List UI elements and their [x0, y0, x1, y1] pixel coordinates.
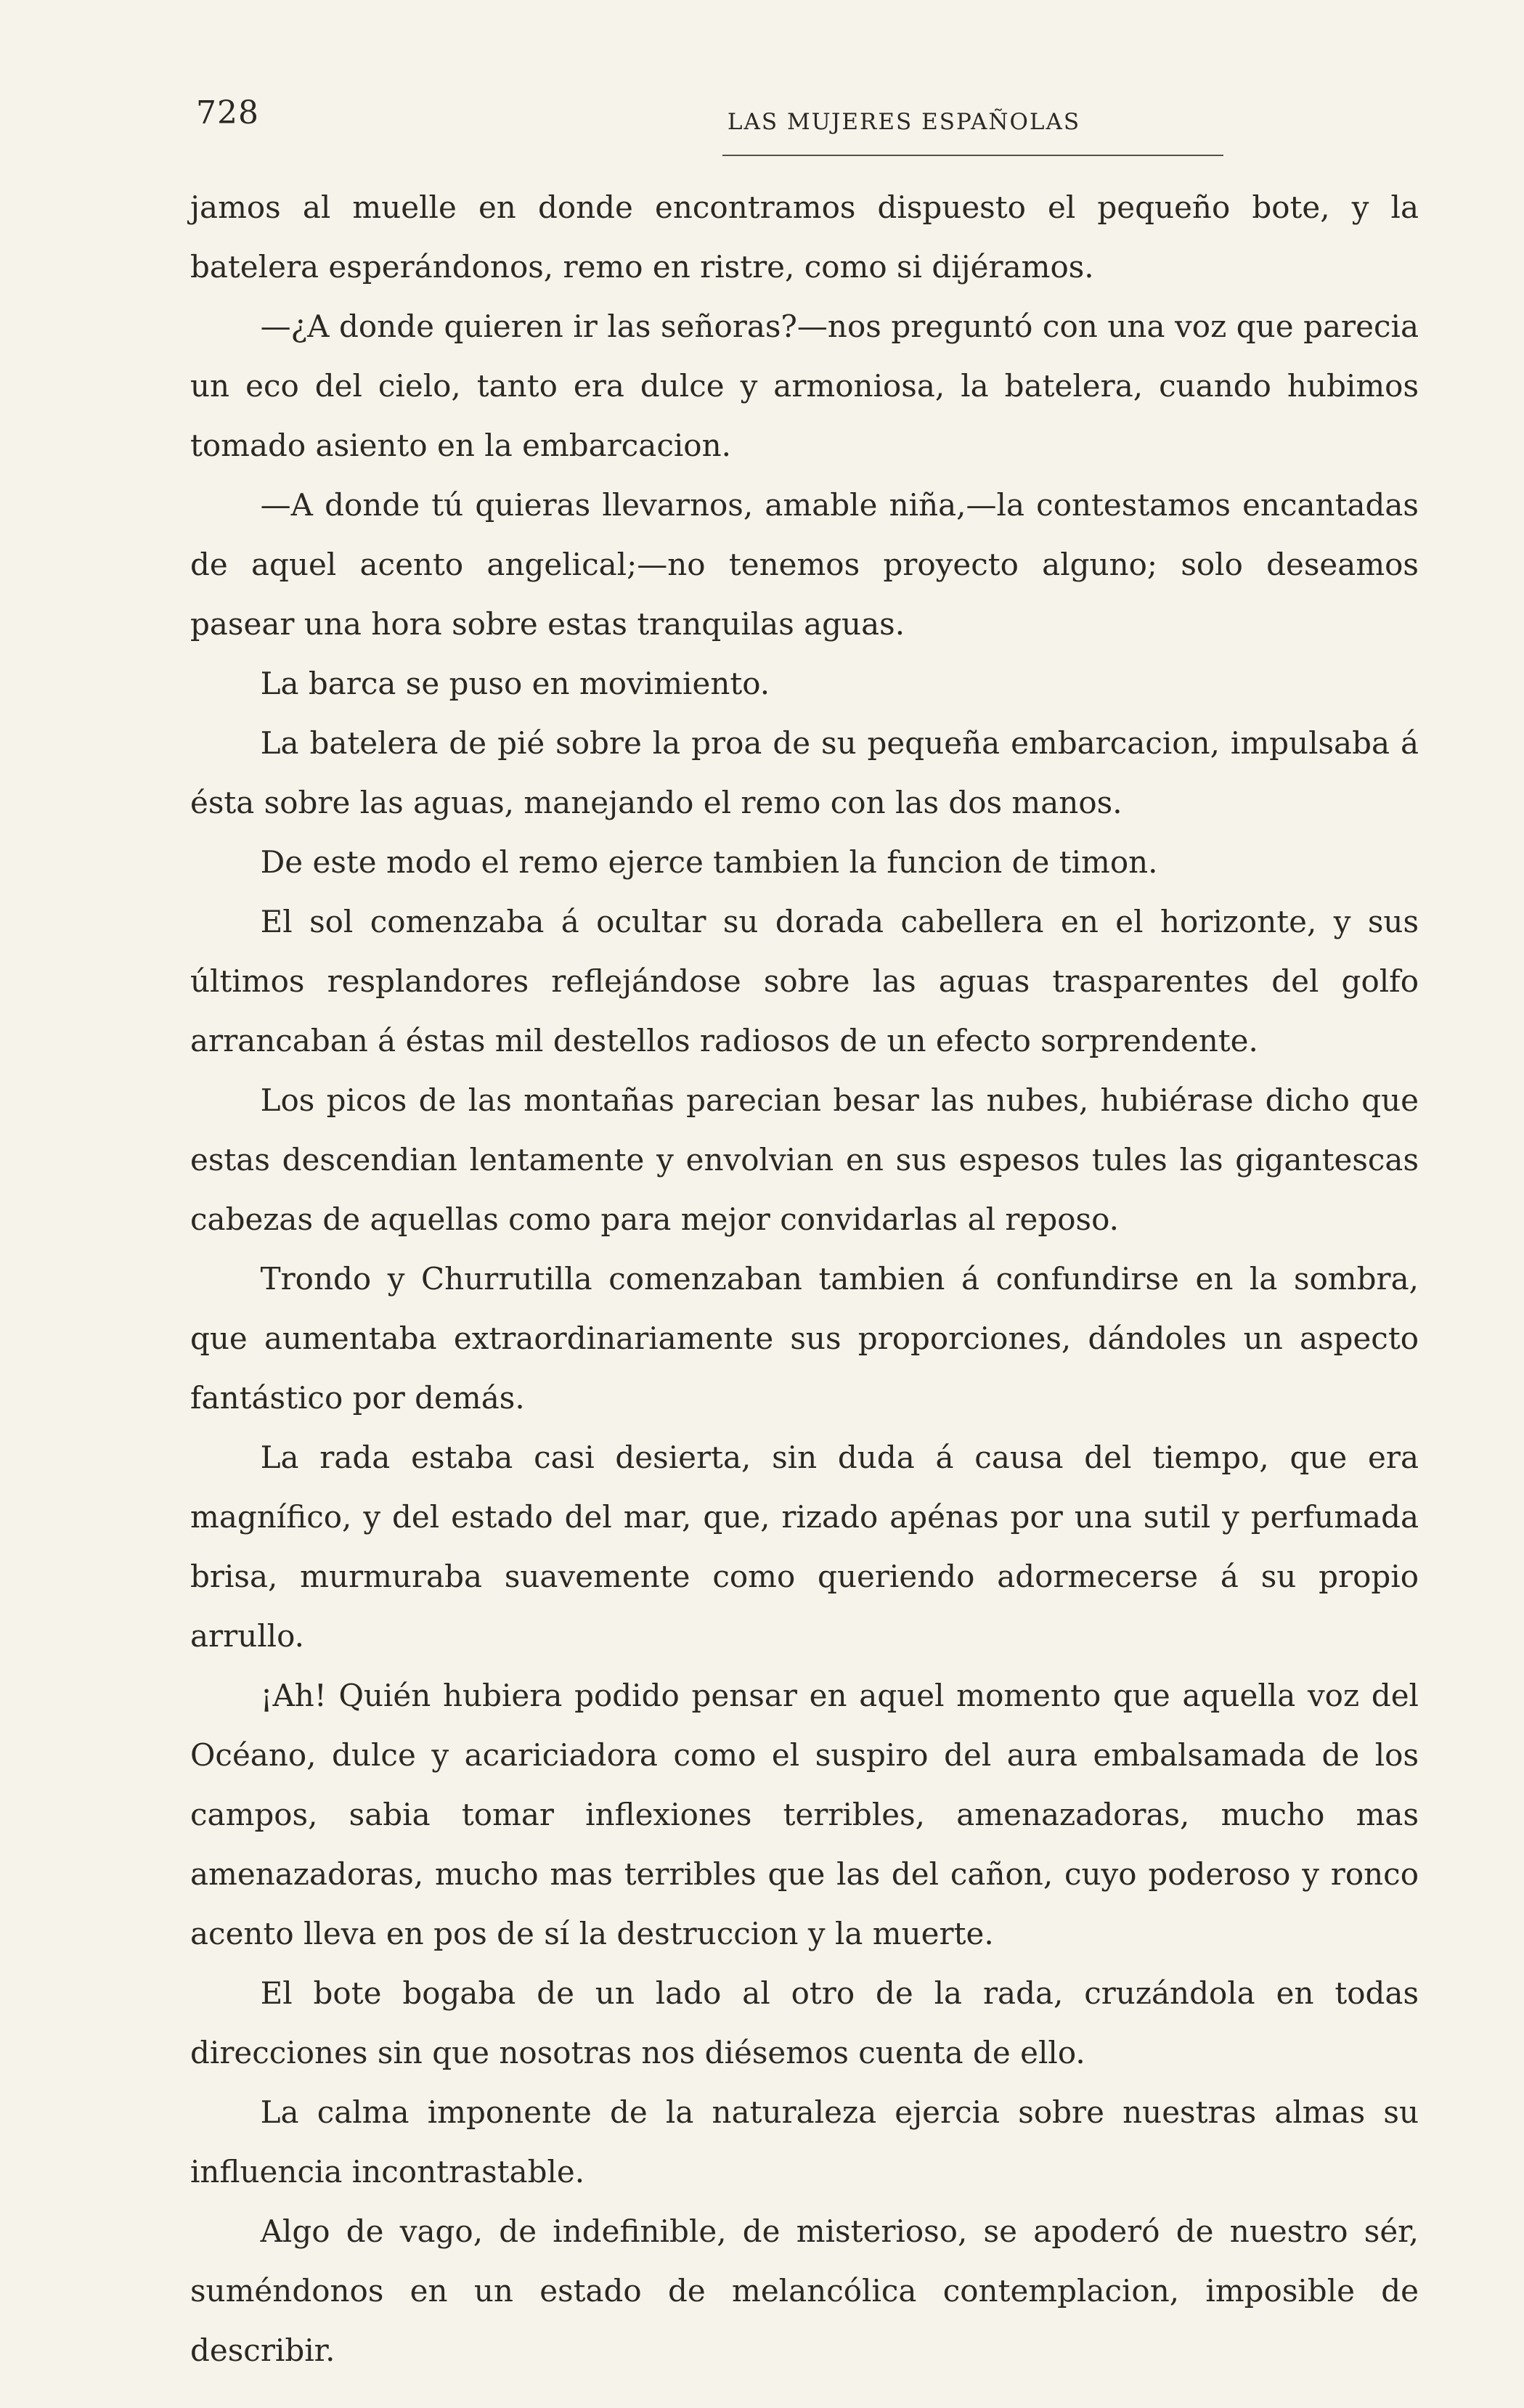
text-body — [190, 178, 1419, 2380]
paragraph: El sol comenzaba á ocultar su dorada cabellera en el horizonte, y sus últimos resplandores reflejándose sobre las aguas trasparentes del golfo arrancaban á éstas mil destellos radiosos de un efecto sorprendente. — [190, 904, 1419, 1058]
paragraph: De este modo el remo ejerce tambien la funcion de timon. — [260, 844, 1158, 880]
paragraph: La barca se puso en movimiento. — [260, 666, 770, 701]
running-title: LAS MUJERES ESPAÑOLAS — [727, 109, 1081, 135]
paragraph: La calma imponente de la naturaleza ejercia sobre nuestras almas su influencia incontrastable. — [190, 2094, 1419, 2189]
paragraph: La batelera de pié sobre la proa de su pequeña embarcacion, impulsaba á ésta sobre las aguas, manejando el remo con las dos manos. — [190, 725, 1419, 820]
header-rule — [722, 155, 1223, 156]
paragraph: —A donde tú quieras llevarnos, amable niña,—la contestamos encantadas de aquel acento angelical;—no tenemos proyecto alguno; solo deseamos pasear una hora sobre estas tranquilas aguas. — [190, 487, 1419, 642]
paragraph: ¡Ah! Quién hubiera podido pensar en aquel momento que aquella voz del Océano, dulce y acariciadora como el suspiro del aura embalsamada de los campos, sabia tomar inflexiones terribles, amenazadoras, mucho mas amenazadoras, mucho mas terribles que las del cañon, cuyo poderoso y ronco acento lleva en pos de sí la destruccion y la muerte. — [190, 1678, 1419, 1951]
paragraph: jamos al muelle en donde encontramos dispuesto el pequeño bote, y la batelera esperándonos, remo en ristre, como si dijéramos. — [190, 189, 1419, 285]
paragraph: —¿A donde quieren ir las señoras?—nos preguntó con una voz que parecia un eco del cielo, tanto era dulce y armoniosa, la batelera, cuando hubimos tomado asiento en la embarcacion. — [190, 309, 1419, 463]
paragraph: Los picos de las montañas parecian besar las nubes, hubiérase dicho que estas descendian lentamente y envolvian en sus espesos tules las gigantescas cabezas de aquellas como para mejor convidarlas al reposo. — [190, 1082, 1419, 1237]
paragraph: La rada estaba casi desierta, sin duda á causa del tiempo, que era magnífico, y del estado del mar, que, rizado apénas por una sutil y perfumada brisa, murmuraba suavemente como queriendo adormecerse á su propio arrullo. — [190, 1440, 1419, 1654]
paragraph: Trondo y Churrutilla comenzaban tambien á confundirse en la sombra, que aumentaba extraordinariamente sus proporciones, dándoles un aspecto fantástico por demás. — [190, 1261, 1419, 1416]
paragraph: Algo de vago, de indefinible, de misterioso, se apoderó de nuestro sér, suméndonos en un estado de melancólica contemplacion, imposible de describir. — [190, 2213, 1419, 2368]
page-header — [196, 94, 1423, 152]
page-number: 728 — [196, 94, 259, 131]
paragraph: El bote bogaba de un lado al otro de la rada, cruzándola en todas direcciones sin que nosotras nos diésemos cuenta de ello. — [190, 1975, 1419, 2070]
